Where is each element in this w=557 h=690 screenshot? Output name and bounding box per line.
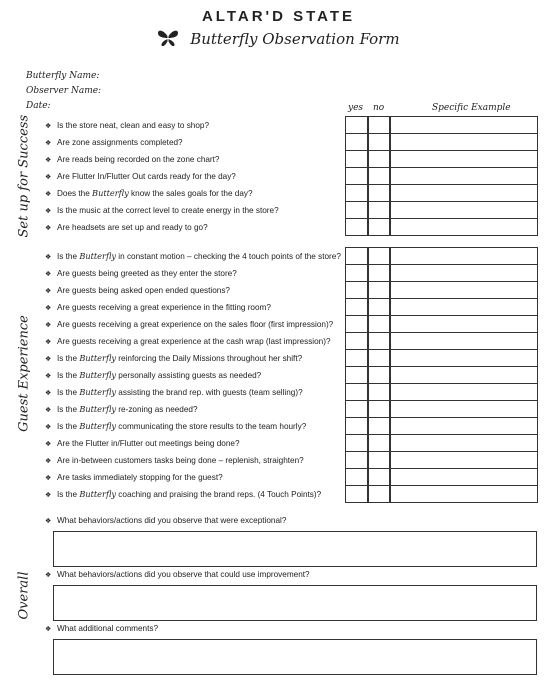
question-text-script: Butterfly [79,370,117,380]
bullet-icon: ❖ [45,339,52,346]
bullet-icon: ❖ [45,424,52,431]
question-text-pre: Is the [57,388,80,397]
question-row [45,319,333,329]
bullet-icon: ❖ [45,208,52,215]
question-text-post: in constant motion – checking the 4 touch points of the store? [116,252,341,261]
no-checkbox-cell[interactable] [367,366,391,384]
question-text-pre: Are Flutter In/Flutter Out cards ready for the day? [57,172,236,181]
yes-checkbox-cell[interactable] [345,315,369,333]
question-text-pre: Are reads being recorded on the zone chart? [57,155,220,164]
question-text-pre: Are guests receiving a great experience in the fitting room? [57,303,271,312]
no-checkbox-cell[interactable] [367,451,391,469]
no-checkbox-cell[interactable] [367,468,391,486]
specific-example-cell[interactable] [389,150,538,168]
question-text-post: know the sales goals for the day? [128,189,253,198]
bullet-icon: ❖ [45,157,52,164]
no-checkbox-cell[interactable] [367,167,391,185]
no-checkbox-cell[interactable] [367,264,391,282]
form-title-text: Butterfly Observation Form [190,30,400,48]
yes-checkbox-cell[interactable] [345,332,369,350]
bullet-icon: ❖ [45,518,52,525]
question-text-pre: Is the [57,422,80,431]
date-label: Date: [26,101,51,111]
no-checkbox-cell[interactable] [367,434,391,452]
question-text-pre: Are guests receiving a great experience on the sales floor (first impression)? [57,320,334,329]
question-text-script: Butterfly [92,188,129,198]
brand-name: ALTAR'D STATE [201,8,356,25]
question-row [45,285,230,295]
question-row [45,222,208,232]
no-checkbox-cell[interactable] [367,116,391,134]
column-yes: yes [348,103,364,113]
specific-example-cell[interactable] [389,468,538,486]
yes-checkbox-cell[interactable] [345,218,369,236]
bullet-icon: ❖ [45,492,52,499]
yes-checkbox-cell[interactable] [345,264,369,282]
question-text-pre: Is the store neat, clean and easy to shop? [57,121,210,130]
specific-example-cell[interactable] [389,485,538,503]
specific-example-cell[interactable] [389,400,538,418]
overall-prompt-text: What behaviors/actions did you observe that were exceptional? [57,516,287,525]
question-text-post: re-zoning as needed? [116,405,198,414]
overall-answer-box[interactable] [53,585,537,621]
question-text-pre: Are headsets are set up and ready to go? [57,223,208,232]
no-checkbox-cell[interactable] [367,298,391,316]
question-text-pre: Are the Flutter in/Flutter out meetings being done? [57,439,240,448]
no-checkbox-cell[interactable] [367,281,391,299]
bullet-icon: ❖ [45,373,52,380]
question-text-script: Butterfly [79,353,117,363]
bullet-icon: ❖ [45,174,52,181]
question-text-post: communicating the store results to the team hourly? [116,422,307,431]
question-text-pre: Does the [57,189,93,198]
question-row [45,404,198,414]
question-text-pre: Is the [57,371,80,380]
specific-example-cell[interactable] [389,116,538,134]
specific-example-cell[interactable] [389,451,538,469]
question-text-pre: Is the [57,490,80,499]
yes-checkbox-cell[interactable] [345,281,369,299]
specific-example-cell[interactable] [389,417,538,435]
specific-example-cell[interactable] [389,133,538,151]
bullet-icon: ❖ [45,572,52,579]
section-label-setup: Set up for Success [16,114,32,238]
no-checkbox-cell[interactable] [367,400,391,418]
question-text-post: coaching and praising the brand reps. (4 Touch Points)? [116,490,322,499]
question-row [45,137,183,147]
yes-checkbox-cell[interactable] [345,400,369,418]
section-label-overall: Overall [16,571,32,620]
bullet-icon: ❖ [45,123,52,130]
no-checkbox-cell[interactable] [367,349,391,367]
specific-example-cell[interactable] [389,349,538,367]
no-checkbox-cell[interactable] [367,201,391,219]
specific-example-cell[interactable] [389,281,538,299]
question-text-pre: Are tasks immediately stopping for the guest? [57,473,223,482]
form-title [0,28,557,52]
specific-example-cell[interactable] [389,366,538,384]
question-text-script: Butterfly [79,387,117,397]
specific-example-cell[interactable] [389,383,538,401]
question-text-script: Butterfly [79,251,117,261]
bullet-icon: ❖ [45,271,52,278]
bullet-icon: ❖ [45,475,52,482]
no-checkbox-cell[interactable] [367,383,391,401]
yes-checkbox-cell[interactable] [345,167,369,185]
yes-checkbox-cell[interactable] [345,349,369,367]
overall-answer-box[interactable] [53,639,537,675]
question-text-script: Butterfly [79,489,117,499]
question-text-script: Butterfly [79,421,117,431]
specific-example-cell[interactable] [389,247,538,265]
overall-prompt-text: What additional comments? [57,624,159,633]
specific-example-cell[interactable] [389,167,538,185]
question-text-post: assisting the brand rep. with guests (team selling)? [116,388,303,397]
question-text-post: personally assisting guests as needed? [116,371,262,380]
question-row [45,353,302,363]
question-row [45,421,306,431]
bullet-icon: ❖ [45,225,52,232]
question-row [45,455,304,465]
question-row [45,205,279,215]
specific-example-cell[interactable] [389,434,538,452]
section-label-guest: Guest Experience [16,315,32,432]
overall-prompt [45,570,310,579]
bullet-icon: ❖ [45,288,52,295]
yes-checkbox-cell[interactable] [345,417,369,435]
question-text-pre: Is the music at the correct level to create energy in the store? [57,206,279,215]
question-row [45,438,240,448]
no-checkbox-cell[interactable] [367,184,391,202]
column-no: no [373,103,385,113]
no-checkbox-cell[interactable] [367,150,391,168]
overall-prompt-text: What behaviors/actions did you observe that could use improvement? [57,570,310,579]
question-text-pre: Are guests receiving a great experience at the cash wrap (last impression)? [57,337,331,346]
bullet-icon: ❖ [45,140,52,147]
no-checkbox-cell[interactable] [367,218,391,236]
bullet-icon: ❖ [45,322,52,329]
bullet-icon: ❖ [45,626,52,633]
question-text-script: Butterfly [79,404,117,414]
yes-checkbox-cell[interactable] [345,366,369,384]
question-row [45,370,261,380]
specific-example-cell[interactable] [389,264,538,282]
question-row [45,120,209,130]
bullet-icon: ❖ [45,191,52,198]
question-text-pre: Is the [57,354,80,363]
no-checkbox-cell[interactable] [367,133,391,151]
bullet-icon: ❖ [45,407,52,414]
question-row [45,188,253,198]
question-text-pre: Are guests being greeted as they enter the store? [57,269,237,278]
question-row [45,154,220,164]
question-row [45,387,303,397]
question-text-pre: Are zone assignments completed? [57,138,183,147]
overall-prompt [45,516,286,525]
specific-example-cell[interactable] [389,298,538,316]
observer-name-label: Observer Name: [26,86,102,96]
yes-checkbox-cell[interactable] [345,298,369,316]
yes-checkbox-cell[interactable] [345,133,369,151]
question-row [45,251,341,261]
question-row [45,171,236,181]
specific-example-cell[interactable] [389,315,538,333]
butterfly-logo-icon [157,28,179,52]
column-specific-example: Specific Example [432,103,511,113]
yes-checkbox-cell[interactable] [345,434,369,452]
specific-example-cell[interactable] [389,218,538,236]
question-text-post: reinforcing the Daily Missions throughout her shift? [116,354,303,363]
question-text-pre: Is the [57,252,80,261]
bullet-icon: ❖ [45,458,52,465]
yes-checkbox-cell[interactable] [345,201,369,219]
question-text-pre: Are in-between customers tasks being done – replenish, straighten? [57,456,304,465]
yes-checkbox-cell[interactable] [345,247,369,265]
yes-checkbox-cell[interactable] [345,451,369,469]
question-text-pre: Are guests being asked open ended questions? [57,286,230,295]
yes-checkbox-cell[interactable] [345,383,369,401]
yes-checkbox-cell[interactable] [345,485,369,503]
question-row [45,336,331,346]
bullet-icon: ❖ [45,441,52,448]
specific-example-cell[interactable] [389,184,538,202]
yes-checkbox-cell[interactable] [345,184,369,202]
specific-example-cell[interactable] [389,332,538,350]
no-checkbox-cell[interactable] [367,247,391,265]
butterfly-name-label: Butterfly Name: [26,71,100,81]
yes-checkbox-cell[interactable] [345,468,369,486]
question-row [45,489,321,499]
question-row [45,268,237,278]
overall-prompt [45,624,158,633]
no-checkbox-cell[interactable] [367,315,391,333]
bullet-icon: ❖ [45,356,52,363]
yes-checkbox-cell[interactable] [345,150,369,168]
bullet-icon: ❖ [45,305,52,312]
bullet-icon: ❖ [45,254,52,261]
yes-checkbox-cell[interactable] [345,116,369,134]
overall-answer-box[interactable] [53,531,537,567]
specific-example-cell[interactable] [389,201,538,219]
bullet-icon: ❖ [45,390,52,397]
no-checkbox-cell[interactable] [367,485,391,503]
no-checkbox-cell[interactable] [367,417,391,435]
question-row [45,472,223,482]
question-row [45,302,271,312]
no-checkbox-cell[interactable] [367,332,391,350]
question-text-pre: Is the [57,405,80,414]
